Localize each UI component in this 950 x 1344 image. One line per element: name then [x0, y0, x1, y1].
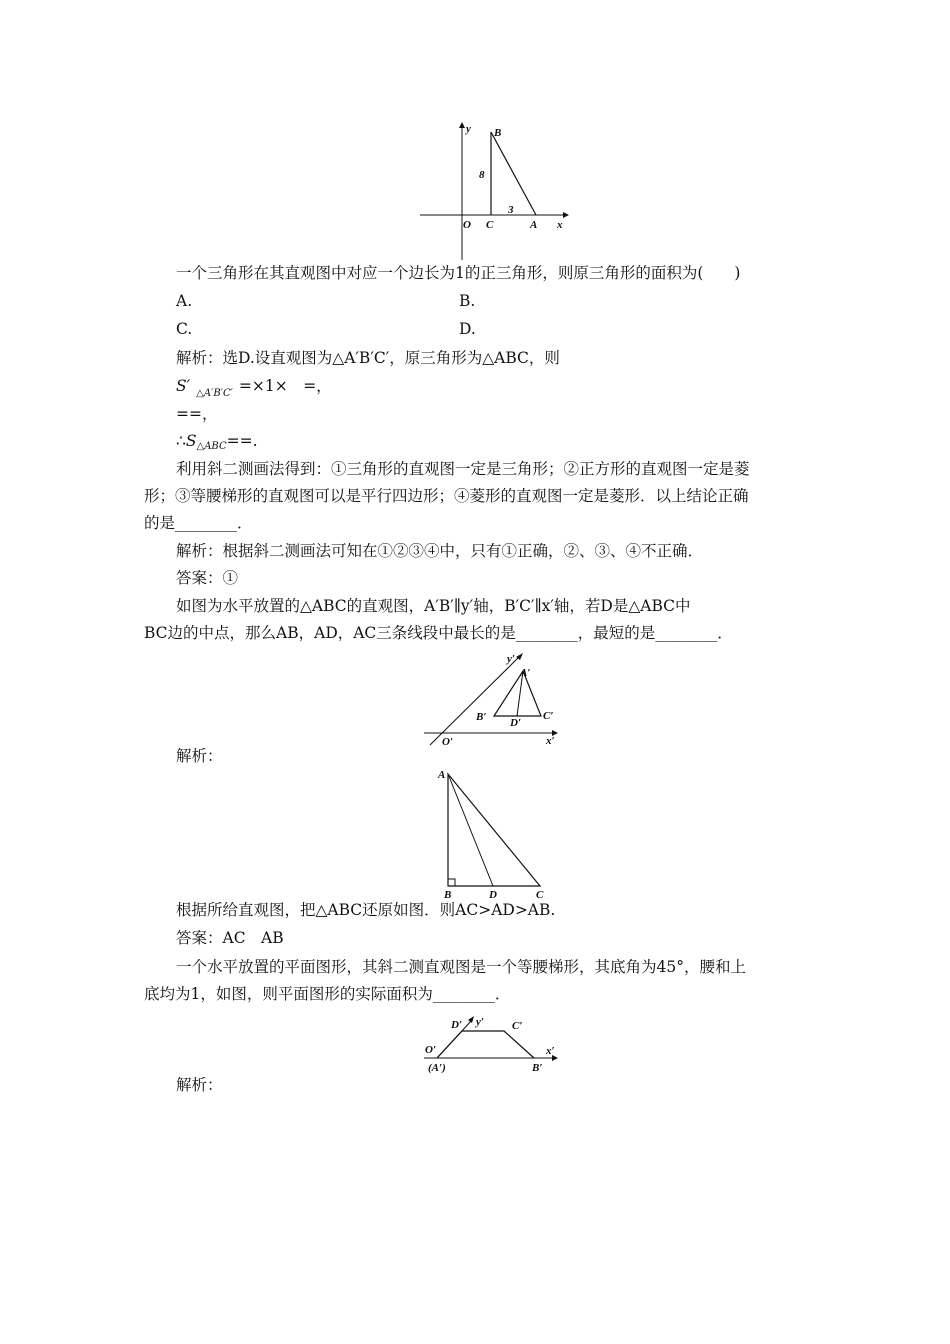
- trapezoid-outline: [437, 1031, 534, 1058]
- figure-oblique-triangle: [424, 648, 564, 748]
- x-prime-label: x′: [546, 735, 555, 747]
- segment-AD: [448, 774, 493, 886]
- q1-stem: 一个三角形在其直观图中对应一个边长为1的正三角形，则原三角形的面积为( ): [176, 264, 741, 282]
- figure-isosceles-trapezoid: [424, 1006, 569, 1078]
- x-axis-arrow: [563, 212, 569, 218]
- point-C-prime-label: C′: [512, 1020, 523, 1032]
- q3-line-1: 如图为水平放置的△ABC的直观图，A′B′∥y′轴，B′C′∥x′轴，若D是△ABC中: [176, 597, 691, 615]
- segment-BA: [491, 132, 536, 215]
- q1-option-b: B.: [459, 292, 476, 310]
- q4-line-1: 一个水平放置的平面图形，其斜二测直观图是一个等腰梯形，其底角为45°，腰和上: [176, 958, 746, 976]
- q1-solution-line-2-rest: =×1× =，: [238, 377, 332, 395]
- q1-solution-line-4-rest: ==.: [226, 432, 258, 450]
- q3-answer: 答案：AC AB: [176, 929, 284, 947]
- therefore-symbol: ∴: [176, 432, 186, 450]
- y-axis-label: y: [466, 123, 471, 135]
- q3-conclusion: 根据所给直观图，把△ABC还原如图．则AC>AD>AB.: [176, 901, 556, 919]
- figure-2-svg: [424, 648, 564, 748]
- y-prime-axis-line: [430, 656, 520, 745]
- area-subscript-2: △ABC: [196, 441, 227, 452]
- x-prime-label: x′: [546, 1045, 555, 1057]
- point-A-label: A: [438, 769, 446, 781]
- length-BC-label: 8: [479, 169, 485, 181]
- point-D-prime-label: D′: [510, 717, 522, 729]
- q3-line-2: BC边的中点，那么AB，AD，AC三条线段中最长的是________，最短的是________．: [144, 624, 733, 642]
- right-angle-mark: [448, 879, 455, 886]
- q1-option-d: D.: [459, 320, 476, 338]
- figure-4-svg: [424, 1006, 569, 1078]
- q2-line-1: 利用斜二测画法得到：①三角形的直观图一定是三角形；②正方形的直观图一定是菱: [176, 460, 750, 478]
- figure-1-svg: [420, 120, 570, 260]
- origin-O-prime-label: O′: [425, 1044, 437, 1056]
- triangle-ABC: [448, 774, 540, 886]
- x-axis-label: x: [557, 219, 563, 231]
- area-symbol: S′: [176, 377, 191, 395]
- point-A-prime-label: (A′): [428, 1062, 446, 1074]
- point-B-prime-label: B′: [476, 711, 487, 723]
- point-A-label: A: [530, 219, 538, 231]
- q2-line-2: 形；③等腰梯形的直观图可以是平行四边形；④菱形的直观图一定是菱形．以上结论正确: [144, 487, 749, 505]
- q1-option-a: A.: [176, 292, 193, 310]
- q1-solution-line-2: [176, 375, 332, 400]
- q1-solution-line-4: [176, 430, 258, 455]
- origin-O-prime-label: O′: [442, 736, 454, 748]
- q2-line-3: 的是________．: [144, 514, 253, 532]
- figure-3-svg: [436, 768, 551, 901]
- point-D-label: D: [489, 889, 497, 901]
- y-prime-label: y′: [507, 653, 515, 665]
- y-axis-arrow: [459, 122, 465, 128]
- q1-solution-line-1: 解析：选D.设直观图为△A′B′C′，原三角形为△ABC，则: [176, 349, 560, 367]
- point-A-prime-label: A′: [520, 667, 531, 679]
- point-C-prime-label: C′: [543, 710, 554, 722]
- y-prime-label: y′: [476, 1016, 484, 1028]
- q1-solution-line-3: ==，: [176, 405, 218, 423]
- q1-option-c: C.: [176, 320, 193, 338]
- q3-solution: 解析：: [176, 747, 223, 765]
- area-symbol-2: S: [185, 432, 197, 450]
- point-B-label: B: [444, 889, 452, 901]
- point-C-label: C: [536, 889, 544, 901]
- q2-answer: 答案：①: [176, 569, 239, 587]
- area-subscript: △A′B′C′: [196, 388, 233, 399]
- figure-right-triangle: [420, 120, 570, 260]
- y-prime-axis-arrow: [468, 1016, 474, 1023]
- q2-solution: 解析：根据斜二测画法可知在①②③④中，只有①正确，②、③、④不正确．: [176, 542, 704, 560]
- point-B-prime-label: B′: [532, 1062, 543, 1074]
- q4-solution: 解析：: [176, 1076, 223, 1094]
- length-CA-label: 3: [508, 204, 514, 216]
- figure-restored-triangle: [436, 768, 551, 901]
- point-O-label: O: [463, 219, 471, 231]
- point-D-prime-label: D′: [451, 1019, 463, 1031]
- point-B-label: B: [494, 127, 502, 139]
- q4-line-2: 底均为1，如图，则平面图形的实际面积为________．: [144, 985, 511, 1003]
- point-C-label: C: [486, 219, 494, 231]
